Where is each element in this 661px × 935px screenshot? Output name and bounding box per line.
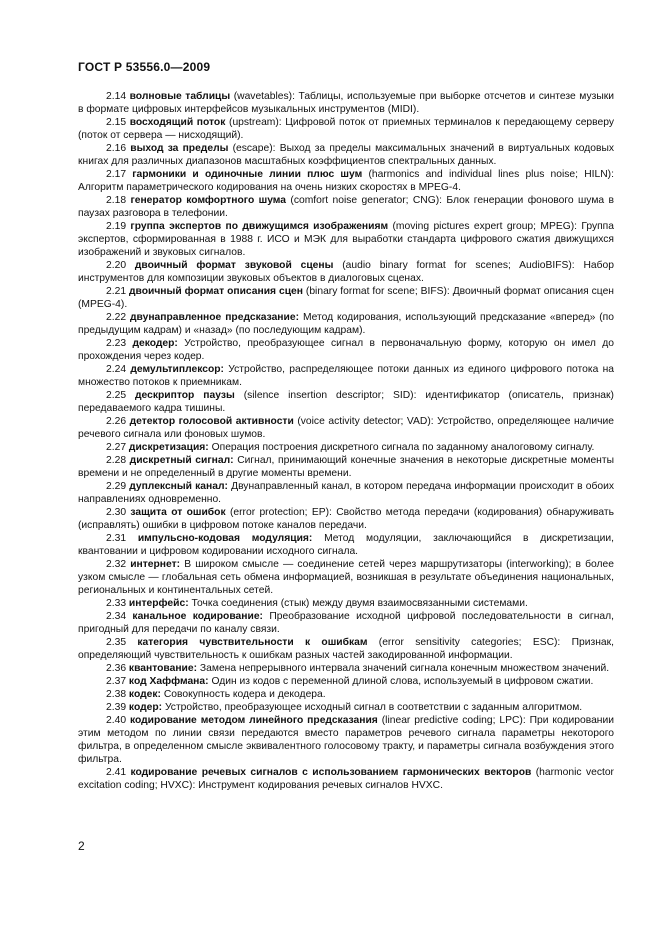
entry-term: восходящий поток <box>129 117 226 128</box>
entry-number: 2.29 <box>106 481 127 492</box>
definition-entry <box>78 194 614 220</box>
entry-text: (moving pictures expert group; MPEG): Группа экспертов, сформированная в 1988 г. ИСО и МЭК для выработки стандарта цифрового сжатия движущихся изображений и звуковых сигналов. <box>78 221 614 258</box>
definition-entry <box>78 90 614 116</box>
entry-number: 2.30 <box>106 507 127 518</box>
entry-text: (binary format for scene; BIFS): Двоичный формат описания сцен (MPEG-4). <box>78 286 614 310</box>
entry-text: Метод модуляции, заключающийся в дискретизации, квантовании и цифровом кодировании исходного сигнала. <box>78 533 614 557</box>
entry-term: дискретизация: <box>128 442 209 453</box>
definition-entry <box>78 454 614 480</box>
definition-entry <box>78 142 614 168</box>
entry-number: 2.40 <box>106 715 127 726</box>
entry-term: код Хаффмана: <box>128 676 209 687</box>
definition-entry <box>78 532 614 558</box>
entry-term: группа экспертов по движущимся изображениям <box>130 221 389 232</box>
definition-entry <box>78 220 614 259</box>
entry-number: 2.19 <box>106 221 127 232</box>
entry-number: 2.39 <box>106 702 127 713</box>
definition-entry <box>78 415 614 441</box>
entry-number: 2.26 <box>106 416 127 427</box>
entry-term: дескриптор паузы <box>135 390 235 401</box>
entry-term: интерфейс: <box>128 598 189 609</box>
entry-number: 2.38 <box>106 689 127 700</box>
entry-number: 2.36 <box>106 663 127 674</box>
entry-number: 2.28 <box>106 455 127 466</box>
definition-entry <box>78 363 614 389</box>
entry-number: 2.21 <box>106 286 127 297</box>
entry-text: Устройство, преобразующее исходный сигнал в соответствии с заданным алгоритмом. <box>164 702 583 713</box>
definition-entry <box>78 441 614 454</box>
definition-entry <box>78 311 614 337</box>
entry-term: категория чувствительности к ошибкам <box>137 637 368 648</box>
entry-number: 2.20 <box>106 260 127 271</box>
definition-entry <box>78 506 614 532</box>
entry-term: двунаправленное предсказание: <box>129 312 299 323</box>
entry-number: 2.32 <box>106 559 127 570</box>
definition-entry <box>78 636 614 662</box>
entry-term: интернет: <box>130 559 181 570</box>
definition-entry <box>78 610 614 636</box>
definition-entry <box>78 337 614 363</box>
entry-text: Замена непрерывного интервала значений сигнала конечным множеством значений. <box>199 663 610 674</box>
entry-number: 2.15 <box>106 117 127 128</box>
entry-text: В широком смысле — соединение сетей через маршрутизаторы (interworking); в более узком смысле — глобальная сеть обмена информацией, возникшая в результате объединения национальных, региональных и континентальных сетей. <box>78 559 614 596</box>
entry-text: Совокупность кодера и декодера. <box>163 689 326 700</box>
entry-text: (escape): Выход за пределы максимальных значений в виртуальных кодовых книгах для различных диапазонов масштабных коэффициентов спектральных данных. <box>78 143 614 167</box>
definition-entry <box>78 480 614 506</box>
entry-number: 2.35 <box>106 637 127 648</box>
entry-term: гармоники и одиночные линии плюс шум <box>132 169 363 180</box>
entry-text: (voice activity detector; VAD): Устройство, определяющее наличие речевого сигнала или фоновых шумов. <box>78 416 614 440</box>
definition-entry <box>78 116 614 142</box>
entry-term: генератор комфортного шума <box>130 195 287 206</box>
definition-entry <box>78 597 614 610</box>
entry-term: кодек: <box>128 689 161 700</box>
definition-entry <box>78 714 614 766</box>
entry-term: импульсно-кодовая модуляция: <box>137 533 313 544</box>
entry-term: декодер: <box>132 338 178 349</box>
entry-term: защита от ошибок <box>130 507 226 518</box>
entry-term: дискретный сигнал: <box>129 455 234 466</box>
entry-term: выход за пределы <box>130 143 229 154</box>
entry-number: 2.25 <box>106 390 127 401</box>
entry-text: Устройство, распределяющее потоки данных из единого цифрового потока на множество потоков к приемникам. <box>78 364 614 388</box>
entry-term: кодер: <box>128 702 163 713</box>
entry-text: (error sensitivity categories; ESC): Признак, определяющий чувствительность к ошибкам разных частей закодированной информации. <box>78 637 614 661</box>
entry-number: 2.23 <box>106 338 127 349</box>
entry-term: двоичный формат звуковой сцены <box>134 260 334 271</box>
entry-term: кодирование речевых сигналов с использованием гармонических векторов <box>130 767 532 778</box>
entry-number: 2.37 <box>106 676 127 687</box>
entry-number: 2.33 <box>106 598 127 609</box>
entry-text: Сигнал, принимающий конечные значения в некоторые дискретные моменты времени и не определенный в другие моменты времени. <box>78 455 614 479</box>
entry-number: 2.31 <box>106 533 127 544</box>
document-body <box>78 90 614 792</box>
entry-text: (silence insertion descriptor; SID): идентификатор (описатель, признак) передаваемого кадра тишины. <box>78 390 614 414</box>
definition-entry <box>78 688 614 701</box>
entry-text: Преобразование исходной цифровой последовательности в сигнал, пригодный для передачи по каналу связи. <box>78 611 614 635</box>
entry-number: 2.18 <box>106 195 127 206</box>
entry-text: (wavetables): Таблицы, используемые при выборке отсчетов и синтезе музыки в формате цифровых интерфейсов музыкальных инструментов (MIDI). <box>78 91 614 115</box>
entry-text: (harmonics and individual lines plus noise; HILN): Алгоритм параметрического кодирования на очень низких скоростях в MPEG-4. <box>78 169 614 193</box>
definition-entry <box>78 259 614 285</box>
entry-text: Устройство, преобразующее сигнал в первоначальную форму, которую он имел до прохождения через кодер. <box>78 338 614 362</box>
entry-number: 2.22 <box>106 312 127 323</box>
definition-entry <box>78 285 614 311</box>
entry-number: 2.16 <box>106 143 127 154</box>
entry-number: 2.34 <box>106 611 127 622</box>
entry-text: (comfort noise generator; CNG): Блок генерации фонового шума в паузах разговора в телефонии. <box>78 195 614 219</box>
entry-term: квантование: <box>128 663 198 674</box>
entry-text: Один из кодов с переменной длиной слова, используемый в цифровом сжатии. <box>211 676 594 687</box>
definition-entry <box>78 389 614 415</box>
page-number: 2 <box>78 839 85 853</box>
entry-term: кодирование методом линейного предсказания <box>129 715 378 726</box>
entry-term: дуплексный канал: <box>129 481 228 492</box>
entry-text: (audio binary format for scenes; AudioBIFS): Набор инструментов для композиции звуковых объектов в диалоговых сценах. <box>78 260 614 284</box>
definition-entry <box>78 675 614 688</box>
entry-text: (linear predictive coding; LPC): При кодировании этим методом по линии связи передаются вместо параметров речевого сигнала параметры некоторого фильтра, в определенном смысле эквивалентного голосовому тракту, и параметры сигнала возбуждения этого фильтра. <box>78 715 614 765</box>
entry-number: 2.27 <box>106 442 127 453</box>
entry-text: Двунаправленный канал, в котором передача информации происходит в обоих направлениях одновременно. <box>78 481 614 505</box>
entry-term: волновые таблицы <box>129 91 231 102</box>
definition-entry <box>78 701 614 714</box>
entry-text: Точка соединения (стык) между двумя взаимосвязанными системами. <box>191 598 528 609</box>
entry-text: (upstream): Цифровой поток от приемных терминалов к передающему серверу (поток от сервера — нисходящий). <box>78 117 614 141</box>
entry-number: 2.41 <box>106 767 127 778</box>
entry-term: демультиплексор: <box>130 364 224 375</box>
definition-entry <box>78 168 614 194</box>
page-header: ГОСТ Р 53556.0—2009 <box>78 60 211 74</box>
entry-text: (harmonic vector excitation coding; HVXC): Инструмент кодирования речевых сигналов HVXC. <box>78 767 614 791</box>
entry-text: Метод кодирования, использующий предсказание «вперед» (по предыдущим кадрам) и «назад» (по последующим кадрам). <box>78 312 614 336</box>
entry-term: детектор голосовой активности <box>129 416 294 427</box>
entry-term: двоичный формат описания сцен <box>128 286 303 297</box>
definition-entry <box>78 766 614 792</box>
entry-text: Операция построения дискретного сигнала по заданному аналоговому сигналу. <box>211 442 595 453</box>
definition-entry <box>78 662 614 675</box>
entry-text: (error protection; EP): Свойство метода передачи (кодирования) обнаруживать (исправлять) ошибки в цифровом потоке каналов передачи. <box>78 507 614 531</box>
definition-entry <box>78 558 614 597</box>
entry-number: 2.17 <box>106 169 127 180</box>
entry-term: канальное кодирование: <box>132 611 263 622</box>
entry-number: 2.14 <box>106 91 127 102</box>
entry-number: 2.24 <box>106 364 127 375</box>
